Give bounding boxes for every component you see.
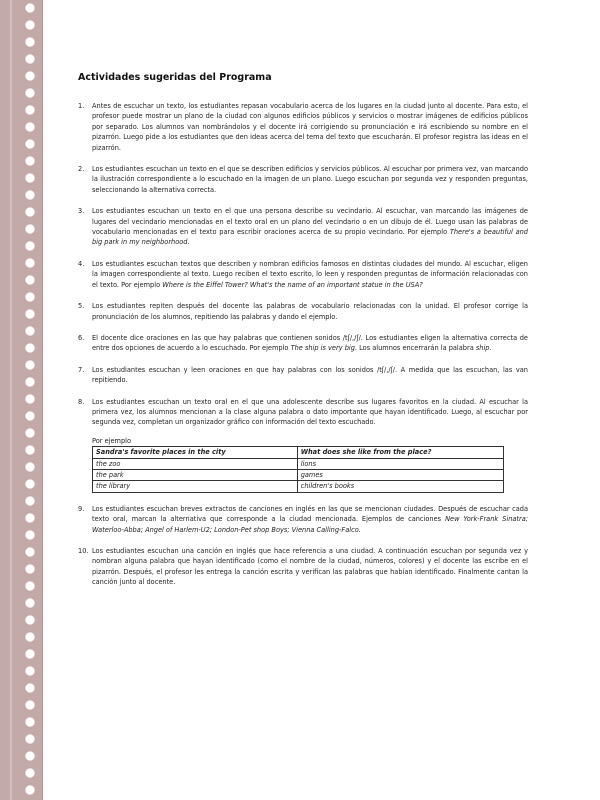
table-header: Sandra's favorite places in the city <box>93 447 298 458</box>
item-example: The ship is very big <box>290 344 355 353</box>
list-item <box>78 164 528 195</box>
item-number: 7. <box>78 365 85 374</box>
favorite-places-table <box>92 446 504 493</box>
item-text: Los estudiantes escuchan y leen oraciones en que hay palabras con los sonidos /tʃ/,/ʃ/. A medida que las escuchan, las van repitiendo. <box>92 365 528 385</box>
item-example: Where is the Eiffel Tower? What's the name of an important statue in the USA? <box>162 280 423 289</box>
list-item <box>78 259 528 290</box>
table-cell: lions <box>297 458 503 469</box>
table-cell: the zoo <box>93 458 298 469</box>
item-text-end: . <box>187 238 190 247</box>
table-cell: the park <box>93 469 298 480</box>
page-title: Actividades sugeridas del Programa <box>78 72 272 83</box>
item-number: 9. <box>78 504 85 513</box>
item-text: Los estudiantes escuchan un texto en el que se describen edificios y servicios públicos. Al escuchar por primera vez, van marcando la ilustración correspondiente a lo escuchado en la imagen de un plano. Luego escuchan por segunda vez y responden preguntas, seleccionando la alternativa correcta. <box>92 165 528 194</box>
document-page <box>78 72 528 599</box>
item-text: Los estudiantes escuchan un texto oral en el que una adolescente describe sus lugares favoritos en la ciudad. Al escuchar la primera vez, los alumnos mencionan a la clase alguna palabra o dato importante que hayan identificado. Luego, al escuchar por segunda vez, completan un organizador gráfico con información del texto escuchado. <box>92 397 528 427</box>
list-item <box>78 504 528 535</box>
item-text-cont: . Los alumnos encerrarán la palabra <box>354 344 474 353</box>
list-item <box>78 546 528 588</box>
table-header: What does she like from the place? <box>297 447 503 458</box>
item-number: 1. <box>78 102 85 110</box>
spiral-binding <box>0 0 43 800</box>
item-number: 4. <box>78 259 85 268</box>
list-item <box>78 301 528 322</box>
item-number: 3. <box>78 207 85 216</box>
item-text: El docente dice oraciones en las que hay palabras que contienen sonidos /tʃ/,/ʃ/. Los estudiantes eligen la alternativa correcta de entre dos opciones de acuerdo a lo escuchado. Por ejemplo <box>92 333 528 353</box>
item-number: 8. <box>78 397 85 406</box>
item-number: 2. <box>78 165 85 174</box>
table-row <box>93 469 504 480</box>
table-cell: games <box>297 469 503 480</box>
list-item <box>78 397 528 493</box>
item-number: 5. <box>78 302 85 311</box>
table-cell: children's books <box>297 481 503 492</box>
table-row <box>93 458 504 469</box>
item-text: Los estudiantes escuchan una canción en inglés que hace referencia a una ciudad. A continuación escuchan por segunda vez y nombran alguna palabra que hayan identificado (como el nombre de la ciudad, números, colores) y el docente las escribe en el pizarrón. Después, el profesor les entrega la canción escrita y verifican las palabras que habían identificado. Finalmente cantan la canción junto al docente. <box>92 547 528 587</box>
list-item <box>78 333 528 354</box>
item-text: Antes de escuchar un texto, los estudiantes repasan vocabulario acerca de los lugares en la ciudad junto al docente. Para esto, el profesor puede mostrar un plano de la ciudad con algunos edificios públicos y servicios o mostrar imágenes de edificios públicos por separado. Los alumnos van nombrándolos y el docente irá corrigiendo su pronunciación e irá escribiendo su nombre en el pizarrón. Luego pide a los estudiantes que den ideas acerca del tema del texto que escucharán. El profesor registra las ideas en el pizarrón. <box>92 102 528 152</box>
list-item <box>78 365 528 386</box>
item-number: 10. <box>78 547 89 555</box>
list-item <box>78 101 528 153</box>
item-text: Los estudiantes escuchan un texto en el que una persona describe su vecindario. Al escuchar, van marcando las imágenes de lugares del vecindario mencionadas en el texto oral en un plano del vecindario o en un dibujo de él. Luego usan las palabras de vocabulario mencionadas en el texto para escribir oraciones acerca de su propio vecindario. Por ejemplo <box>92 207 528 237</box>
item-text: Los estudiantes repiten después del docente las palabras de vocabulario relacionadas con la unidad. El profesor corrige la pronunciación de los alumnos, repitiendo las palabras y dando el ejemplo. <box>92 302 528 321</box>
item-text-end: . <box>489 344 492 353</box>
activity-list <box>78 101 528 588</box>
item-text: Los estudiantes escuchan breves extractos de canciones en inglés en las que se mencionan ciudades. Después de escuchar cada texto oral, marcan la alternativa que corresponde a la ciudad mencionada. Ejemplos de canciones <box>92 504 528 524</box>
item-example: There's a beautiful and big park in my neighborhood <box>92 228 528 247</box>
table-cell: the library <box>93 481 298 492</box>
item-example-2: ship <box>475 344 490 353</box>
list-item <box>78 206 528 248</box>
example-note: Por ejemplo <box>92 436 132 445</box>
item-text: Los estudiantes escuchan textos que describen y nombran edificios famosos en distintas ciudades del mundo. Al escuchar, eligen la imagen correspondiente al texto. Luego reciben el texto escrito, lo leen y responden preguntas de información relacionadas con el texto. Por ejemplo <box>92 259 528 289</box>
table-row <box>93 481 504 492</box>
item-number: 6. <box>78 333 85 342</box>
table-header-row <box>93 447 504 458</box>
song-examples: New York-Frank Sinatra; Waterloo-Abba; Angel of Harlem-U2; London-Pet shop Boys; Vienna Calling-Falco. <box>92 515 528 534</box>
